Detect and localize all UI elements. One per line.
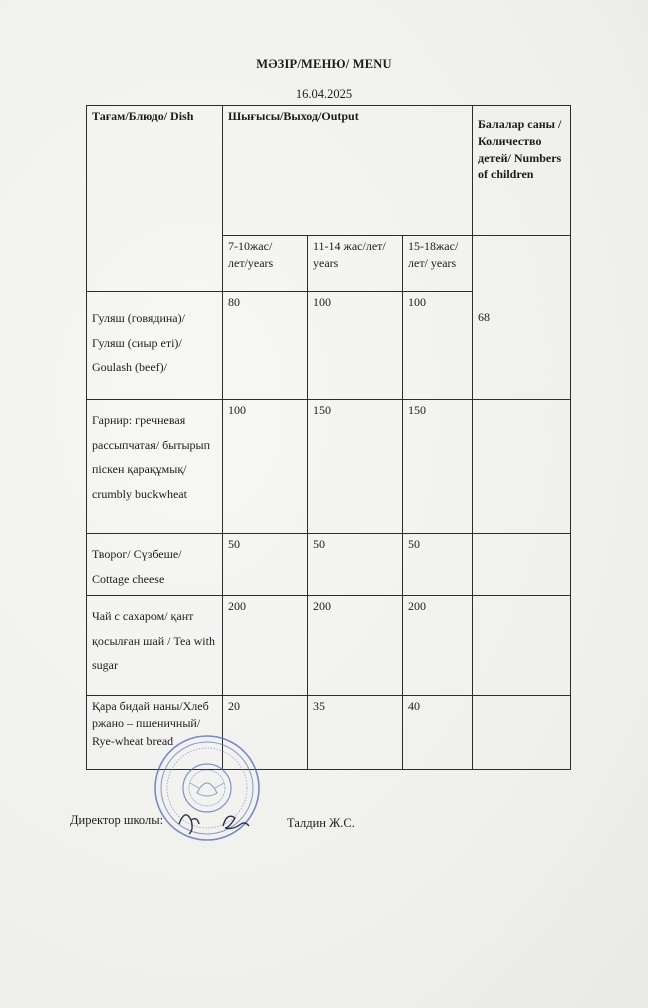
portion-15-18: 200 [403, 596, 473, 696]
header-children: Балалар саны /Количество детей/ Numbers of children [473, 106, 571, 236]
portion-7-10: 100 [223, 400, 308, 534]
portion-15-18: 100 [403, 292, 473, 400]
portion-15-18: 150 [403, 400, 473, 534]
page-title: МӘЗІР/МЕНЮ/ MENU [256, 57, 392, 71]
header-dish: Тағам/Блюдо/ Dish [87, 106, 223, 292]
portion-7-10: 200 [223, 596, 308, 696]
portion-11-14: 200 [308, 596, 403, 696]
portion-7-10: 80 [223, 292, 308, 400]
portion-15-18: 50 [403, 534, 473, 596]
portion-11-14: 50 [308, 534, 403, 596]
portion-11-14: 150 [308, 400, 403, 534]
children-empty [473, 534, 571, 596]
dish-name: Гарнир: гречневая рассыпчатая/ бытырып піскен қарақұмық/ crumbly buckwheat [87, 400, 223, 534]
menu-table [86, 105, 571, 770]
portion-15-18: 40 [403, 696, 473, 770]
children-count: 68 [473, 236, 571, 400]
dish-name: Қара бидай наны/Хлеб ржано – пшеничный/ Rye-wheat bread [87, 696, 223, 770]
age-group-7-10: 7-10жас/лет/years [223, 236, 308, 292]
table-row [87, 534, 571, 596]
director-label: Директор школы: [70, 813, 164, 827]
header-output: Шығысы/Выход/Output [223, 106, 473, 236]
table-row [87, 400, 571, 534]
table-header-row [87, 106, 571, 236]
portion-11-14: 100 [308, 292, 403, 400]
dish-name: Гуляш (говядина)/ Гуляш (сиыр еті)/ Goulash (beef)/ [87, 292, 223, 400]
director-signature [175, 806, 265, 838]
portion-11-14: 35 [308, 696, 403, 770]
age-group-15-18: 15-18жас/лет/ years [403, 236, 473, 292]
table-row [87, 596, 571, 696]
menu-date: 16.04.2025 [295, 87, 353, 101]
portion-7-10: 20 [223, 696, 308, 770]
director-name: Талдин Ж.С. [287, 816, 355, 830]
children-empty [473, 400, 571, 534]
children-empty [473, 596, 571, 696]
dish-name: Творог/ Сүзбеше/ Cottage cheese [87, 534, 223, 596]
dish-name: Чай с сахаром/ қант қосылған шай / Tea with sugar [87, 596, 223, 696]
children-empty [473, 696, 571, 770]
age-group-11-14: 11-14 жас/лет/ years [308, 236, 403, 292]
portion-7-10: 50 [223, 534, 308, 596]
